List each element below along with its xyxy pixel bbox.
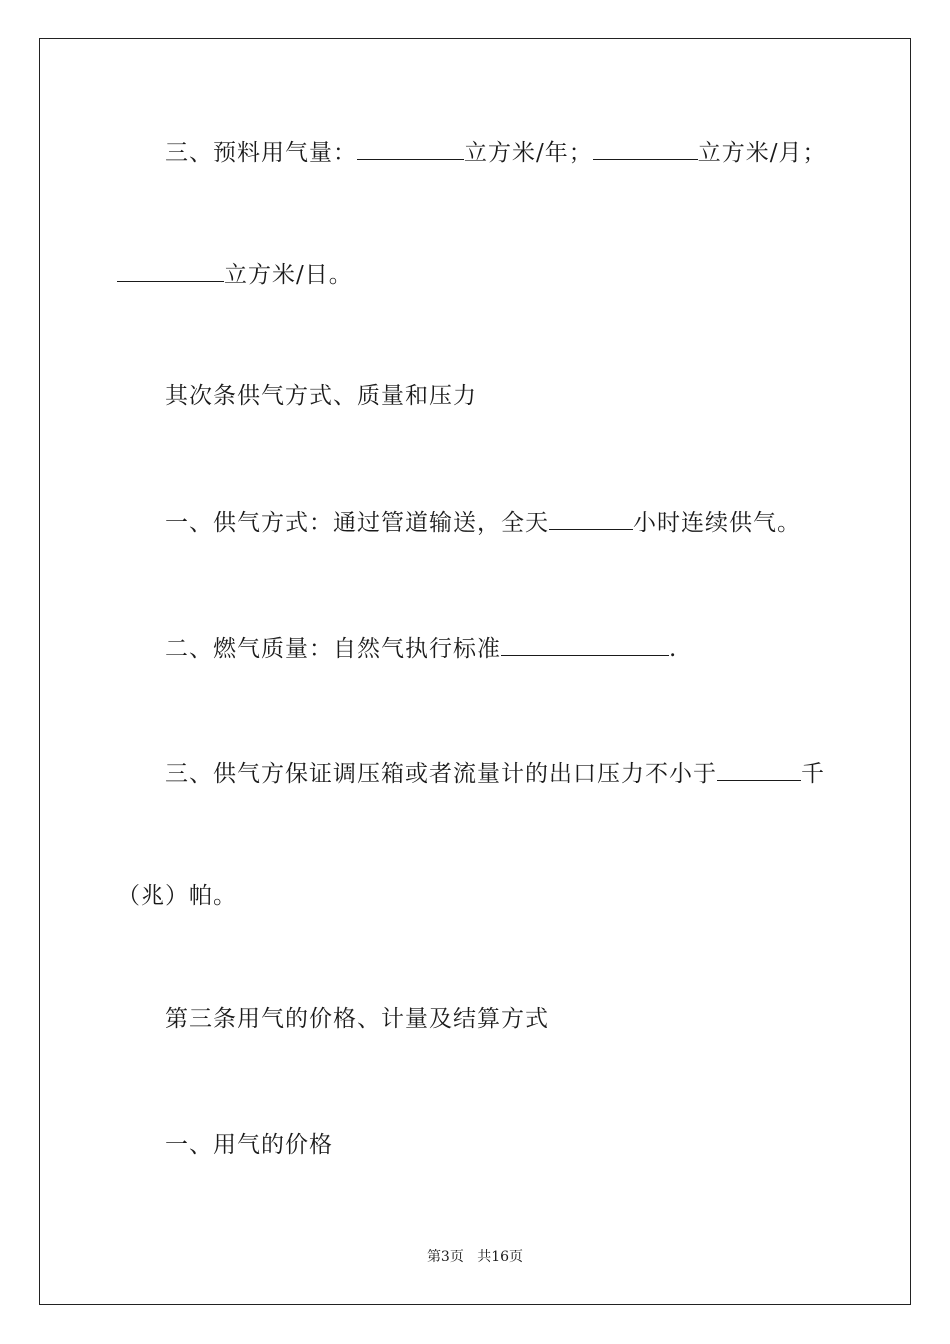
paragraph-text: 立方米/日。 xyxy=(224,262,353,288)
paragraph-expected-gas-volume xyxy=(165,137,827,168)
paragraph-outlet-pressure xyxy=(165,758,825,789)
paragraph-supply-method xyxy=(165,507,801,538)
fill-blank-hours[interactable] xyxy=(549,507,633,530)
fill-blank-yearly[interactable] xyxy=(357,137,464,160)
paragraph-text: . xyxy=(669,636,678,662)
paragraph-text: 一、供气方式：通过管道输送，全天 xyxy=(165,510,549,536)
page-footer xyxy=(0,1248,950,1266)
paragraph-text: 三、供气方保证调压箱或者流量计的出口压力不小于 xyxy=(165,761,717,787)
paragraph-text: 立方米/年； xyxy=(464,140,593,166)
page-number: 第3页 xyxy=(426,1249,464,1265)
fill-blank-pressure[interactable] xyxy=(717,758,801,781)
paragraph-gas-quality xyxy=(165,633,677,664)
paragraph-text: 千 xyxy=(801,761,825,787)
paragraph-text: 立方米/月； xyxy=(697,140,827,166)
fill-blank-standard[interactable] xyxy=(501,633,669,656)
page-border xyxy=(39,38,911,1305)
section-heading-price-metering: 第三条用气的价格、计量及结算方式 xyxy=(165,1006,549,1032)
fill-blank-daily[interactable] xyxy=(117,259,224,282)
page-total: 共16页 xyxy=(477,1249,524,1265)
fill-blank-monthly[interactable] xyxy=(593,137,698,160)
paragraph-pressure-unit: （兆）帕。 xyxy=(117,883,237,909)
paragraph-text: 三、预料用气量： xyxy=(165,140,357,166)
section-heading-supply-method: 其次条供气方式、质量和压力 xyxy=(165,383,477,409)
subheading-gas-price: 一、用气的价格 xyxy=(165,1132,333,1158)
paragraph-text: 小时连续供气。 xyxy=(633,510,801,536)
paragraph-daily-volume xyxy=(117,259,353,290)
paragraph-text: 二、燃气质量：自然气执行标准 xyxy=(165,636,501,662)
